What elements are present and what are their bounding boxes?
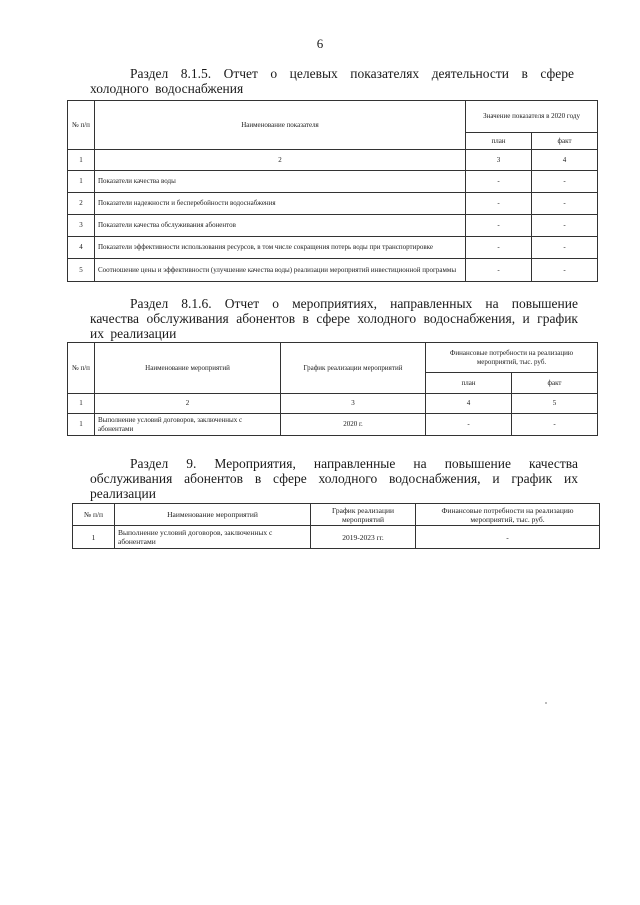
index-cell: 1 — [68, 394, 95, 414]
index-row — [68, 150, 598, 171]
header-value-2020: Значение показателя в 2020 году — [466, 101, 598, 133]
row-schedule: 2019-2023 гг. — [311, 526, 416, 549]
row-num: 5 — [68, 259, 95, 282]
header-measure-name: Наименование мероприятий — [115, 504, 311, 526]
header-schedule: График реализации мероприятий — [281, 343, 426, 394]
header-num: № п/п — [68, 343, 95, 394]
index-cell: 2 — [95, 394, 281, 414]
row-name: Соотношение цены и эффективности (улучшение качества воды) реализации мероприятий инвестиционной программы — [95, 259, 466, 282]
header-finance: Финансовые потребности на реализацию мероприятий, тыс. руб. — [426, 343, 598, 373]
row-name: Выполнение условий договоров, заключенных с абонентами — [115, 526, 311, 549]
row-num: 1 — [73, 526, 115, 549]
row-name: Показатели надежности и бесперебойности водоснабжения — [95, 193, 466, 215]
table-row — [73, 526, 600, 549]
index-cell: 3 — [281, 394, 426, 414]
row-name: Показатели качества воды — [95, 171, 466, 193]
row-plan: - — [466, 193, 532, 215]
scan-speck — [545, 702, 547, 704]
row-num: 1 — [68, 171, 95, 193]
row-fact: - — [532, 171, 598, 193]
row-name: Выполнение условий договоров, заключенных с абонентами — [95, 414, 281, 436]
row-fact: - — [532, 193, 598, 215]
header-fact: факт — [512, 373, 598, 394]
index-cell: 4 — [532, 150, 598, 171]
header-fact: факт — [532, 133, 598, 150]
row-schedule: 2020 г. — [281, 414, 426, 436]
row-num: 1 — [68, 414, 95, 436]
table-row — [68, 193, 598, 215]
row-fact: - — [532, 259, 598, 282]
target-indicators-table — [67, 100, 598, 282]
row-plan: - — [466, 259, 532, 282]
index-cell: 4 — [426, 394, 512, 414]
header-finance: Финансовые потребности на реализацию мероприятий, тыс. руб. — [416, 504, 600, 526]
table-row — [68, 215, 598, 237]
row-num: 2 — [68, 193, 95, 215]
row-plan: - — [426, 414, 512, 436]
index-cell: 1 — [68, 150, 95, 171]
header-indicator-name: Наименование показателя — [95, 101, 466, 150]
index-cell: 3 — [466, 150, 532, 171]
header-schedule: График реализации мероприятий — [311, 504, 416, 526]
header-measure-name: Наименование мероприятий — [95, 343, 281, 394]
header-plan: план — [426, 373, 512, 394]
table-row — [68, 237, 598, 259]
header-plan: план — [466, 133, 532, 150]
header-num: № п/п — [73, 504, 115, 526]
service-quality-measures-table — [67, 342, 598, 436]
section-8-1-5-heading: Раздел 8.1.5. Отчет о целевых показателях деятельности в сфере холодного водоснабжения — [90, 66, 574, 96]
row-fact: - — [532, 215, 598, 237]
row-plan: - — [466, 237, 532, 259]
row-name: Показатели эффективности использования ресурсов, в том числе сокращения потерь воды при транспортировке — [95, 237, 466, 259]
index-cell: 5 — [512, 394, 598, 414]
header-num: № п/п — [68, 101, 95, 150]
table-row — [68, 414, 598, 436]
section-9-heading: Раздел 9. Мероприятия, направленные на повышение качества обслуживания абонентов в сфере холодного водоснабжения, и график их реализации — [90, 456, 578, 501]
row-name: Показатели качества обслуживания абонентов — [95, 215, 466, 237]
row-fact: - — [512, 414, 598, 436]
row-finance: - — [416, 526, 600, 549]
table-row — [68, 171, 598, 193]
table-row — [68, 259, 598, 282]
measures-schedule-table — [72, 503, 600, 549]
row-num: 3 — [68, 215, 95, 237]
section-8-1-6-heading: Раздел 8.1.6. Отчет о мероприятиях, направленных на повышение качества обслуживания абонентов в сфере холодного водоснабжения, и график их реализации — [90, 296, 578, 341]
row-fact: - — [532, 237, 598, 259]
row-plan: - — [466, 171, 532, 193]
index-cell: 2 — [95, 150, 466, 171]
row-num: 4 — [68, 237, 95, 259]
index-row — [68, 394, 598, 414]
row-plan: - — [466, 215, 532, 237]
page-number: 6 — [316, 36, 324, 51]
